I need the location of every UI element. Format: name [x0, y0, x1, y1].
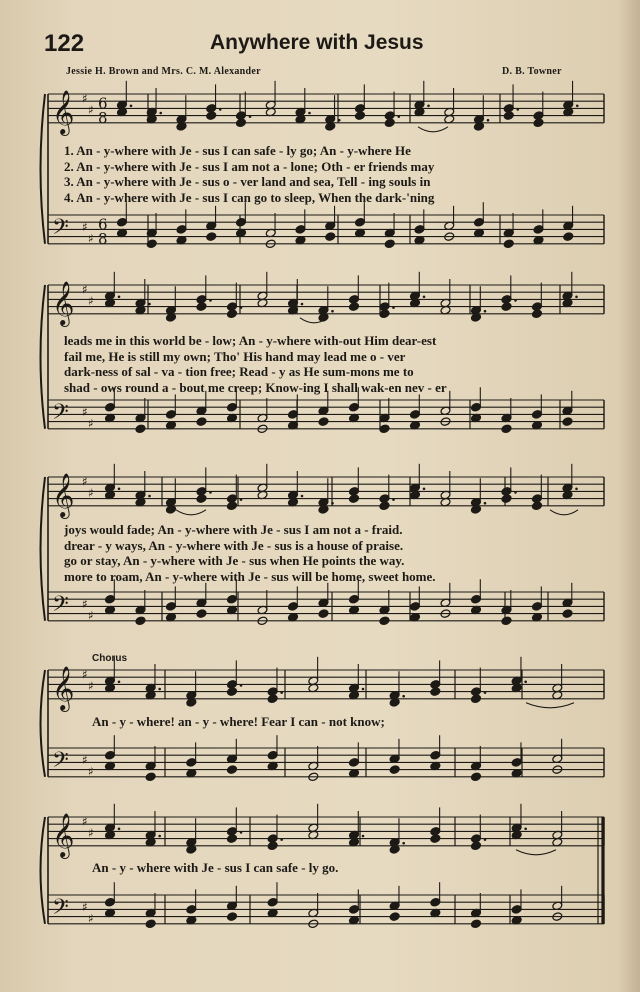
dot — [301, 495, 304, 498]
note-head — [227, 501, 238, 511]
dot — [280, 838, 283, 841]
dot — [209, 299, 212, 302]
lyric-line: dark-ness of sal - va - tion free; Read - y as He sum-mons me to — [64, 364, 414, 379]
dot — [423, 488, 426, 491]
dot — [516, 108, 519, 111]
note-head — [145, 772, 156, 782]
treble-clef: 𝄞 — [52, 89, 75, 134]
note-head — [135, 424, 146, 434]
note-head — [532, 309, 543, 319]
lyric-line: 1. An - y-where with Je - sus I can safe - ly go; An - y-where He — [64, 143, 411, 158]
system-brace — [41, 285, 46, 429]
note-head — [501, 424, 512, 434]
dot — [423, 296, 426, 299]
dot — [249, 115, 252, 118]
lyric-line: An - y - where with Je - sus I can safe - ly go. — [92, 860, 339, 875]
dot — [484, 502, 487, 505]
time-signature: 8 — [98, 229, 108, 248]
note-head — [379, 424, 390, 434]
note-head — [389, 765, 400, 775]
system-brace — [41, 817, 46, 924]
dot — [362, 688, 365, 691]
verse-lyrics-system-1 — [64, 143, 609, 205]
note-head — [145, 919, 156, 929]
note-head — [501, 302, 512, 312]
bass-clef: 𝄢 — [52, 748, 69, 779]
dot — [118, 828, 121, 831]
note-head — [563, 232, 574, 242]
note-head — [206, 111, 217, 121]
hymn-title: Anywhere with Jesus — [210, 31, 424, 54]
dot — [524, 681, 527, 684]
note-head — [384, 239, 395, 249]
lyric-line: leads me in this world be - low; An - y-where with-out Him dear-est — [64, 333, 437, 348]
slur — [418, 127, 448, 132]
dot — [240, 498, 243, 501]
dot — [392, 306, 395, 309]
note-head — [532, 501, 543, 511]
note-head — [267, 841, 278, 851]
note-head — [533, 118, 544, 128]
treble-clef: 𝄞 — [52, 812, 75, 857]
dot — [524, 828, 527, 831]
key-sharp: ♯ — [82, 596, 88, 611]
dot — [392, 498, 395, 501]
lyric-line: go or stay, An - y-where with Je - sus when He points the way. — [64, 553, 405, 568]
note-head — [196, 494, 207, 504]
dot — [575, 296, 578, 299]
lyric-line: more to roam, An - y-where with Je - sus will be home, sweet home. — [64, 568, 436, 584]
treble-clef: 𝄞 — [52, 280, 75, 325]
key-sharp: ♯ — [88, 764, 94, 779]
bass-clef: 𝄢 — [52, 400, 69, 431]
slur — [176, 510, 206, 515]
dot — [240, 684, 243, 687]
slur — [526, 703, 574, 708]
note-head — [325, 232, 336, 242]
verse-lyrics-system-3 — [64, 522, 609, 584]
note-head — [389, 912, 400, 922]
note-head — [349, 302, 360, 312]
key-sharp: ♯ — [88, 416, 94, 431]
key-sharp: ♯ — [82, 282, 88, 297]
note-head — [135, 616, 146, 626]
dot — [362, 835, 365, 838]
dot — [158, 835, 161, 838]
lyric-line: joys would fade; An - y-where with Je - sus I am not a - fraid. — [64, 522, 403, 537]
lyric-line: 4. An - y-where with Je - sus I can go to sleep, When the dark-'ning — [64, 189, 435, 205]
dot — [514, 299, 517, 302]
note-head — [471, 841, 482, 851]
dot — [159, 112, 162, 115]
dot — [484, 691, 487, 694]
note-head — [206, 232, 217, 242]
slur — [550, 510, 578, 515]
time-signature: 6 — [98, 94, 108, 113]
lyric-line: An - y - where! an - y - where! Fear I can - not know; — [92, 714, 385, 729]
dot — [301, 303, 304, 306]
dot — [219, 108, 222, 111]
note-head — [384, 118, 395, 128]
note-head — [430, 834, 441, 844]
time-signature: 6 — [98, 215, 108, 234]
dot — [397, 115, 400, 118]
dot — [308, 112, 311, 115]
note-head — [355, 111, 366, 121]
dot — [338, 119, 341, 122]
dot — [240, 306, 243, 309]
lyricist-credit: Jessie H. Brown and Mrs. C. M. Alexander — [66, 66, 261, 77]
key-sharp: ♯ — [82, 899, 88, 914]
key-sharp: ♯ — [82, 667, 88, 682]
lyric-line: 3. An - y-where with Je - sus o - ver land and sea, Tell - ing souls in — [64, 174, 431, 189]
system-brace — [41, 670, 46, 777]
composer-credit: D. B. Towner — [502, 66, 562, 77]
dot — [575, 488, 578, 491]
note-head — [471, 694, 482, 704]
note-head — [196, 302, 207, 312]
note-head — [318, 609, 329, 619]
dot — [576, 105, 579, 108]
dot — [158, 688, 161, 691]
note-head — [227, 687, 238, 697]
note-head — [196, 417, 207, 427]
dot — [118, 488, 121, 491]
page-number: 122 — [44, 30, 85, 57]
note-head — [471, 919, 482, 929]
note-head — [562, 417, 573, 427]
note-head — [430, 687, 441, 697]
system-brace — [41, 94, 46, 244]
dot — [402, 842, 405, 845]
key-sharp: ♯ — [82, 219, 88, 234]
treble-clef: 𝄞 — [52, 665, 75, 710]
dot — [487, 119, 490, 122]
bass-clef: 𝄢 — [52, 592, 69, 623]
dot — [148, 495, 151, 498]
dot — [118, 681, 121, 684]
bass-clef: 𝄢 — [52, 215, 69, 246]
note-head — [379, 501, 390, 511]
dot — [514, 491, 517, 494]
dot — [402, 695, 405, 698]
dot — [331, 310, 334, 313]
chorus-lyrics-2 — [92, 860, 637, 876]
note-head — [318, 417, 329, 427]
dot — [331, 502, 334, 505]
dot — [484, 310, 487, 313]
chorus-lyrics-1 — [92, 714, 637, 730]
lyric-line: fail me, He is still my own; Tho' His hand may lead me o - ver — [64, 348, 406, 364]
note-head — [349, 494, 360, 504]
lyric-line: drear - y ways, An - y-where with Je - sus is a house of praise. — [64, 537, 404, 553]
dot — [118, 296, 121, 299]
key-sharp: ♯ — [82, 404, 88, 419]
verse-lyrics-system-2 — [64, 333, 609, 395]
system-brace — [41, 477, 46, 621]
dot — [130, 105, 133, 108]
key-sharp: ♯ — [88, 486, 94, 501]
lyric-line: shad - ows round a - bout me creep; Know-ing I shall wak-en nev - er — [64, 379, 447, 395]
key-sharp: ♯ — [82, 474, 88, 489]
chorus-label: Chorus — [92, 653, 127, 664]
note-head — [227, 834, 238, 844]
key-sharp: ♯ — [88, 826, 94, 841]
key-sharp: ♯ — [88, 679, 94, 694]
note-head — [267, 694, 278, 704]
dot — [148, 303, 151, 306]
note-head — [501, 616, 512, 626]
key-sharp: ♯ — [88, 911, 94, 926]
time-signature: 8 — [98, 108, 108, 127]
note-head — [471, 772, 482, 782]
lyric-line: 2. An - y-where with Je - sus I am not a - lone; Oth - er friends may — [64, 158, 435, 174]
note-head — [501, 494, 512, 504]
note-head — [236, 118, 247, 128]
note-head — [503, 239, 514, 249]
key-sharp: ♯ — [82, 752, 88, 767]
key-sharp: ♯ — [88, 608, 94, 623]
note-head — [227, 765, 238, 775]
key-sharp: ♯ — [88, 103, 94, 118]
note-head — [196, 609, 207, 619]
key-sharp: ♯ — [82, 814, 88, 829]
treble-clef: 𝄞 — [52, 472, 75, 517]
dot — [240, 831, 243, 834]
dot — [209, 491, 212, 494]
bass-clef: 𝄢 — [52, 895, 69, 926]
note-head — [562, 609, 573, 619]
dot — [427, 105, 430, 108]
key-sharp: ♯ — [88, 231, 94, 246]
dot — [484, 838, 487, 841]
key-sharp: ♯ — [82, 91, 88, 106]
note-head — [227, 912, 238, 922]
note-head — [379, 309, 390, 319]
key-sharp: ♯ — [88, 294, 94, 309]
slur — [516, 850, 556, 855]
note-head — [503, 111, 514, 121]
dot — [280, 691, 283, 694]
note-head — [227, 309, 238, 319]
note-head — [379, 616, 390, 626]
